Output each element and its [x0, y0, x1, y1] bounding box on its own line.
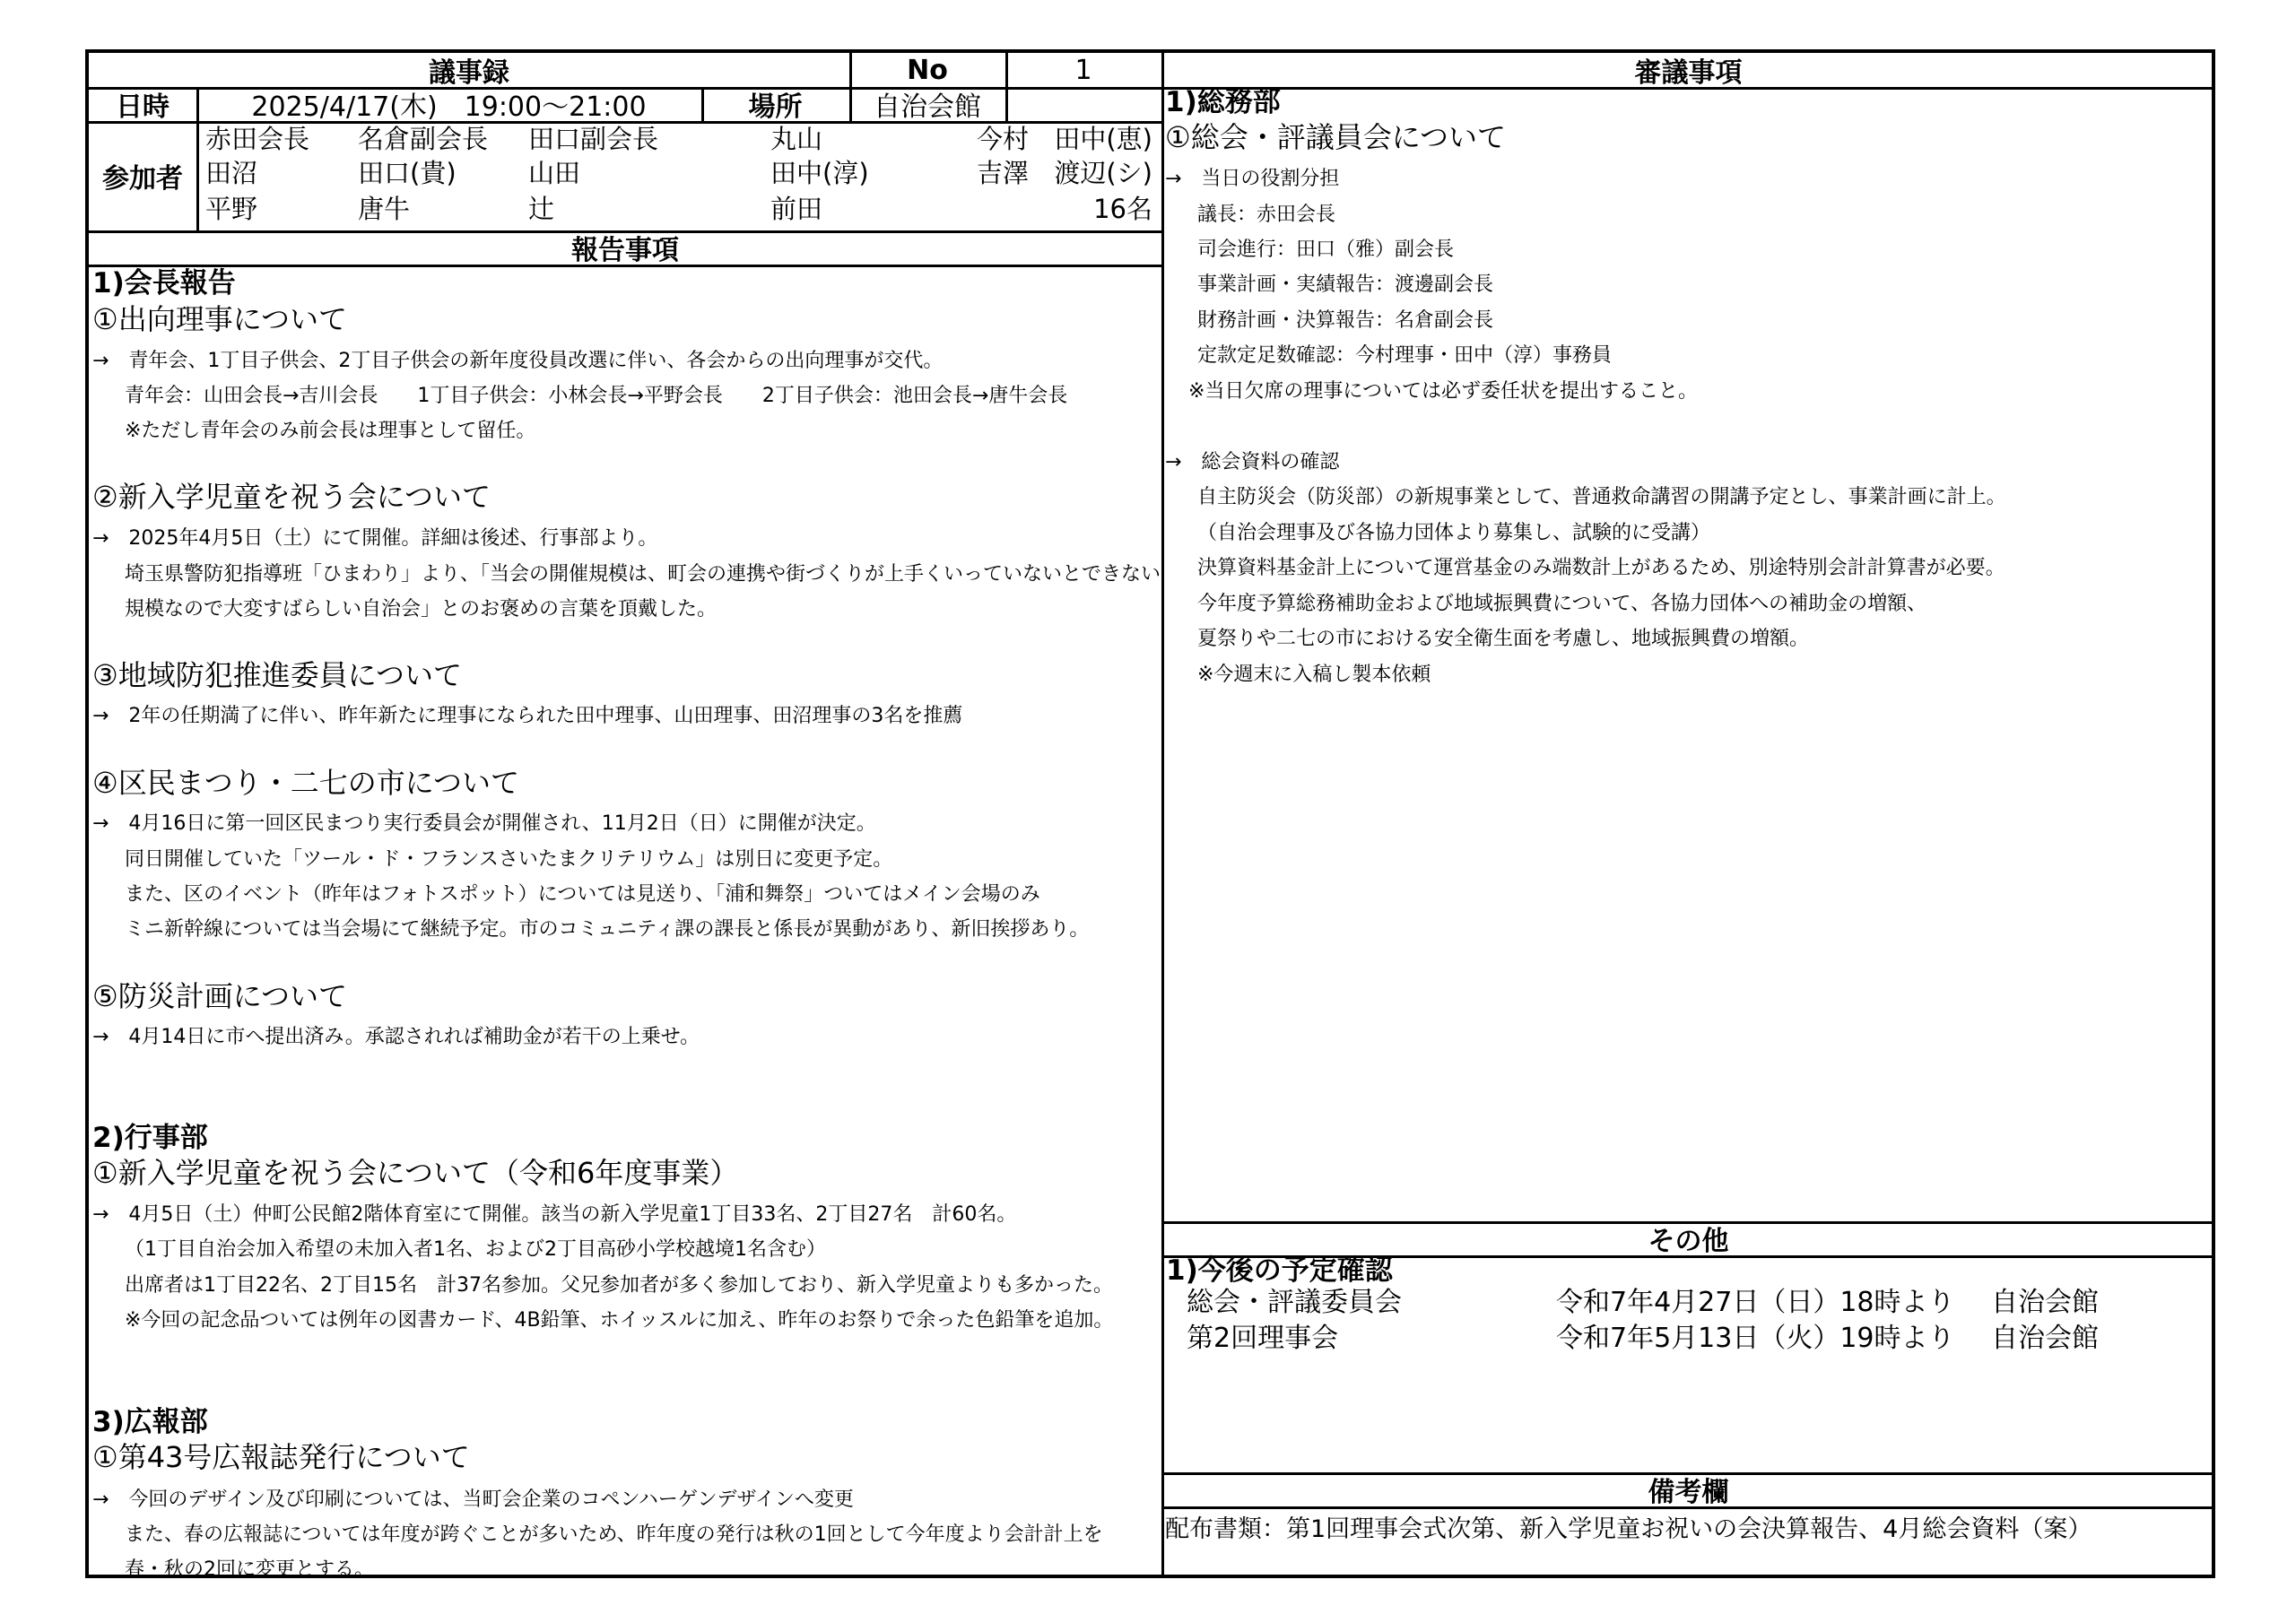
event-place: 自治会館: [1991, 1323, 2099, 1354]
deliberation-line: ※当日欠席の理事については必ず委任状を提出すること。: [1188, 380, 1698, 403]
deliberation-line: 司会進行：田口（雅）副会長: [1197, 239, 1455, 261]
other-section-title: その他: [1648, 1226, 1729, 1257]
report-line: 春・秋の2回に変更とする。: [125, 1558, 374, 1581]
attendee-name: 田中(淳): [770, 158, 869, 188]
deliberation-line: 定款定足数確認：今村理事・田中（淳）事務員: [1197, 344, 1613, 367]
report-heading: 3)広報部: [92, 1406, 208, 1438]
deliberation-line: 財務計画・決算報告：名倉副会長: [1197, 309, 1494, 332]
report-line: また、春の広報誌については年度が跨ぐことが多いため、昨年度の発行は秋の1回として今年度より会計計上を: [125, 1523, 1103, 1546]
deliberation-line: （自治会理事及び各協力団体より募集し、試験的に受講）: [1197, 522, 1711, 544]
event-when: 令和7年4月27日（日）18時より: [1556, 1287, 1955, 1318]
attendee-name: 今村: [977, 124, 1030, 154]
report-line: ※今回の記念品ついては例年の図書カード、4B鉛筆、ホイッスルに加え、昨年のお祭りで余った色鉛筆を追加。: [125, 1309, 1114, 1332]
report-line: → 2025年4月5日（土）にて開催。詳細は後述、行事部より。: [92, 527, 658, 550]
report-heading: ①出向理事について: [92, 302, 348, 336]
no-label: No: [907, 54, 948, 86]
report-line: （1丁目自治会加入希望の未加入者1名、および2丁目高砂小学校越境1名含む）: [125, 1238, 826, 1261]
attendee-name: 前田: [770, 194, 823, 224]
attendee-name: 赤田会長: [205, 124, 310, 154]
deliberation-heading: 1)総務部: [1165, 86, 1281, 118]
attendee-name: 平野: [205, 194, 258, 224]
report-body: [89, 265, 1161, 1581]
attendee-name: 田口(貴): [358, 158, 457, 188]
attendee-name: 田中(恵): [1054, 124, 1152, 154]
report-line: ※ただし青年会のみ前会長は理事として留任。: [125, 420, 536, 442]
attendee-name: 名倉副会長: [358, 124, 489, 154]
report-heading: ①新入学児童を祝う会について（令和6年度事業）: [92, 1156, 739, 1190]
report-line: → 4月16日に第一回区民まつり実行委員会が開催され、11月2日（日）に開催が決定。: [92, 812, 876, 835]
other-body: [1161, 1255, 2215, 1472]
deliberation-line: 事業計画・実績報告：渡邊副会長: [1197, 273, 1494, 296]
attendee-name: 山田: [528, 158, 581, 188]
attendee-name: 辻: [528, 194, 555, 224]
deliberation-heading: ①総会・評議員会について: [1165, 120, 1507, 154]
schedule-heading: 1)今後の予定確認: [1166, 1254, 1393, 1287]
place-label: 場所: [748, 91, 803, 123]
date-value: 2025/4/17(木) 19:00～21:00: [251, 91, 647, 123]
report-line: 青年会：山田会長→吉川会長 1丁目子供会：小林会長→平野会長 2丁目子供会：池田会長→唐牛会長: [125, 385, 1068, 407]
event-place: 自治会館: [1991, 1287, 2099, 1318]
place-value: 自治会館: [874, 91, 981, 123]
deliberation-line: 夏祭りや二七の市における安全衛生面を考慮し、地域振興費の増額。: [1197, 628, 1810, 650]
attendee-name: 田沼: [205, 158, 258, 188]
attendees-label: 参加者: [102, 163, 183, 195]
report-line: ミニ新幹線については当会場にて継続予定。市のコミュニティ課の課長と係長が異動があり、新旧挨拶あり。: [125, 918, 1090, 941]
minutes-sheet: [85, 49, 2215, 1581]
report-heading: ④区民まつり・二七の市について: [92, 766, 520, 800]
event-name: 総会・評議委員会: [1187, 1287, 1402, 1318]
no-value: 1: [1074, 54, 1092, 86]
report-heading: ③地域防犯推進委員について: [92, 658, 463, 692]
attendee-name: 田口副会長: [528, 124, 659, 154]
report-section-title: 報告事項: [571, 235, 679, 266]
event-name: 第2回理事会: [1187, 1323, 1339, 1354]
deliberation-body: [1161, 87, 2215, 1221]
deliberation-line: 今年度予算総務補助金および地域振興費について、各協力団体への補助金の増額、: [1197, 593, 1927, 615]
attendee-name: 吉澤: [977, 158, 1030, 188]
deliberation-line: 自主防災会（防災部）の新規事業として、普通救命講習の開講予定とし、事業計画に計上。: [1197, 486, 2006, 508]
minutes-title: 議事録: [429, 57, 509, 89]
report-line: → 今回のデザイン及び印刷については、当町会企業のコペンハーゲンデザインへ変更: [92, 1488, 854, 1511]
deliberation-line: 議長：赤田会長: [1197, 204, 1336, 226]
report-heading: ①第43号広報誌発行について: [92, 1440, 470, 1474]
deliberation-section-title: 審議事項: [1634, 57, 1743, 89]
date-label: 日時: [116, 91, 170, 123]
attendees-list: [196, 121, 1161, 230]
deliberation-line: → 当日の役割分担: [1165, 168, 1340, 190]
report-heading: ⑤防災計画について: [92, 979, 348, 1013]
report-line: 同日開催していた「ツール・ド・フランスさいたまクリテリウム」は別日に変更予定。: [125, 848, 893, 871]
remarks-text: 配布書類：第1回理事会式次第、新入学児童お祝いの会決算報告、4月総会資料（案）: [1165, 1515, 2092, 1543]
report-heading: 2)行事部: [92, 1122, 208, 1154]
event-when: 令和7年5月13日（火）19時より: [1556, 1323, 1955, 1354]
report-line: → 4月14日に市へ提出済み。承認されれば補助金が若干の上乗せ。: [92, 1026, 700, 1048]
remarks-section-title: 備考欄: [1648, 1477, 1729, 1508]
attendee-name: 唐牛: [358, 194, 411, 224]
report-line: 規模なので大変すばらしい自治会」とのお褒めの言葉を頂戴した。: [125, 598, 718, 621]
report-line: → 4月5日（土）仲町公民館2階体育室にて開催。該当の新入学児童1丁目33名、2丁目27名 計60名。: [92, 1203, 1017, 1226]
report-line: → 青年会、1丁目子供会、2丁目子供会の新年度役員改選に伴い、各会からの出向理事が交代。: [92, 350, 944, 372]
report-heading: ②新入学児童を祝う会について: [92, 480, 491, 514]
attendee-name: 丸山: [770, 124, 823, 154]
attendee-name: 渡辺(シ): [1054, 158, 1152, 188]
deliberation-line: → 総会資料の確認: [1165, 451, 1340, 473]
report-line: 出席者は1丁目22名、2丁目15名 計37名参加。父兄参加者が多く参加しており、新入学児童よりも多かった。: [125, 1274, 1113, 1297]
report-line: → 2年の任期満了に伴い、昨年新たに理事になられた田中理事、山田理事、田沼理事の3名を推薦: [92, 705, 963, 727]
report-line: 埼玉県警防犯指導班「ひまわり」より、「当会の開催規模は、町会の連携や街づくりが上手くいっていないとできない: [125, 563, 1161, 586]
report-heading: 1)会長報告: [92, 267, 236, 299]
attendee-name: 16名: [1093, 194, 1152, 224]
deliberation-line: ※今週末に入稿し製本依頼: [1197, 664, 1431, 686]
deliberation-line: 決算資料基金計上について運営基金のみ端数計上があるため、別途特別会計計算書が必要。: [1197, 557, 2005, 579]
report-line: また、区のイベント（昨年はフォトスポット）については見送り、「浦和舞祭」ついてはメイン会場のみ: [125, 883, 1040, 906]
